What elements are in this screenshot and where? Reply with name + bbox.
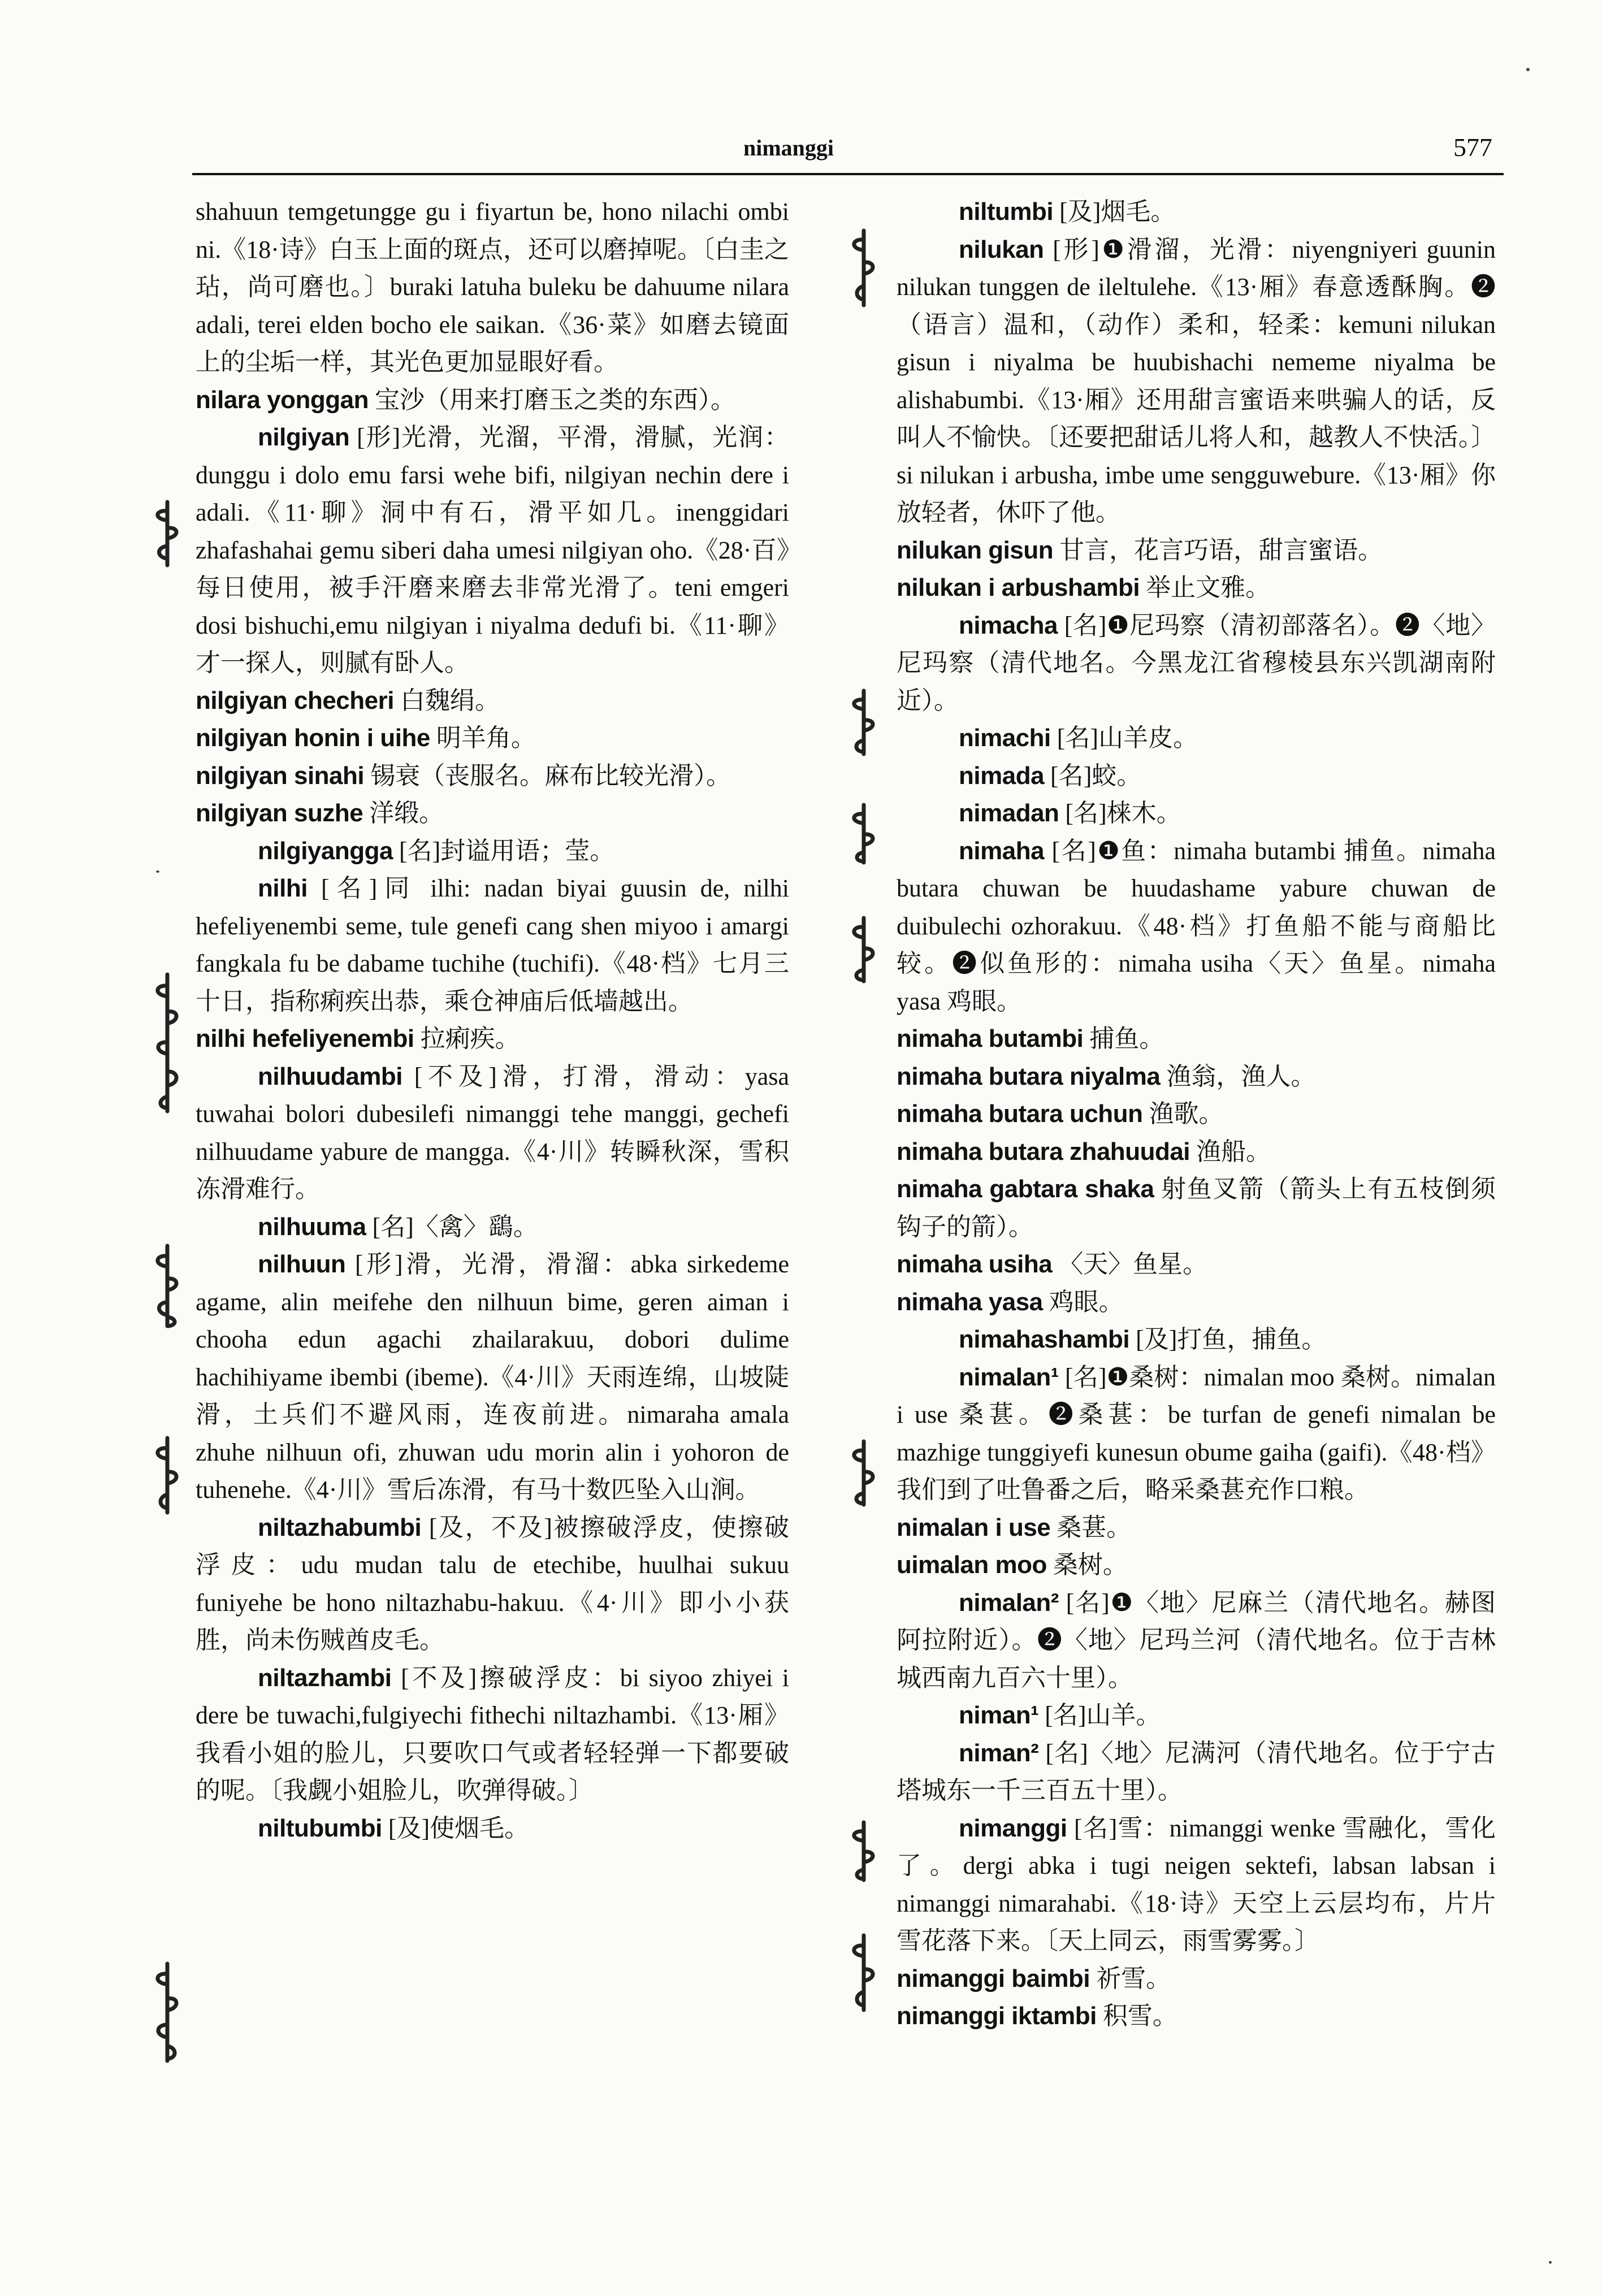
manchu-script-glyph (148, 972, 184, 1114)
dictionary-entry (897, 1697, 1496, 1735)
entry-definition: 渔歌。 (1149, 1100, 1224, 1128)
entry-headword: nilgiyan honin i uihe (196, 724, 430, 752)
dictionary-entry (897, 795, 1496, 833)
entry-headword: niltumbi (959, 198, 1054, 226)
entry-headword: nimada (959, 761, 1045, 790)
entry-definition: [名]封谥用语；莹。 (399, 837, 615, 865)
dictionary-entry (897, 1359, 1496, 1509)
dictionary-entry (897, 532, 1496, 570)
entry-definition: [名]〈地〉尼满河（清代地名。位于宁古塔城东一千三百五十里）。 (897, 1739, 1496, 1804)
entry-headword: nilgiyan sinahi (196, 761, 365, 790)
dictionary-entry (196, 833, 789, 870)
dictionary-entry (897, 1020, 1496, 1058)
entry-headword: nilhi hefeliyenembi (196, 1025, 414, 1052)
dictionary-entry (897, 193, 1496, 231)
header-rule (192, 173, 1504, 175)
entry-headword: uimalan moo (897, 1551, 1047, 1579)
entry-definition: [形]光滑，光溜，平滑，滑腻，光润：dunggu i dolo emu farsi wehe bifi, nilgiyan nechin dere i adali.《11·聊》洞中有石，滑平如几。inenggidari zhafashahai gemu siberi daha umesi nilgiyan oho.《28·百》每日使用，被手汗磨来磨去非常光滑了。teni emgeri dosi bishuchi,emu nilgiyan i niyalma dedufi bi.《11·聊》才一探人，则腻有卧人。 (196, 423, 789, 677)
dictionary-entry (897, 1810, 1496, 1960)
entry-headword: nimacha (959, 611, 1058, 639)
entry-headword: nimaha butara zhahuudai (897, 1137, 1190, 1166)
manchu-script-glyph (845, 916, 881, 984)
dictionary-entry (196, 1810, 789, 1848)
dictionary-entry (196, 1246, 789, 1509)
entry-definition: 宝沙（用来打磨玉之类的东西）。 (374, 385, 735, 414)
entry-definition: 桑葚。 (1057, 1513, 1132, 1541)
entry-definition: 〈天〉鱼星。 (1058, 1250, 1208, 1278)
dictionary-entry (897, 1246, 1496, 1284)
dictionary-entry (196, 757, 789, 795)
manchu-script-glyph (845, 803, 881, 865)
dictionary-entry (897, 1058, 1496, 1096)
entry-headword: nilgiyan suzhe (196, 799, 363, 827)
manchu-script-glyph (845, 1933, 881, 2012)
entry-definition: [及]烟毛。 (1059, 198, 1176, 226)
entry-headword: nimaha butambi (897, 1025, 1084, 1052)
entry-headword: nilukan i arbushambi (897, 574, 1140, 601)
entry-headword: nimachi (959, 724, 1051, 752)
entry-headword: nimaha (959, 837, 1045, 865)
manchu-script-glyph (845, 688, 881, 756)
entry-definition: 捕鱼。 (1089, 1025, 1164, 1052)
scan-speck (1549, 2261, 1552, 2264)
entry-definition: 鸡眼。 (1049, 1288, 1124, 1316)
entry-definition: [及，不及]被擦破浮皮，使擦破浮皮：udu mudan talu de etechibe, huulhai sukuu funiyehe be hono niltazhabu-hakuu.《4·川》即小小获胜，尚未伤贼酋皮毛。 (196, 1513, 789, 1654)
entry-definition: [名]同 ilhi: nadan biyai guusin de, nilhi hefeliyenembi seme, tule genefi cang shen miyoo i amargi fangkala fu be dabame tuchihe (tuchifi).《48·档》七月三十日，指称痢疾出恭，乘仓神庙后低墙越出。 (196, 874, 790, 1015)
left-column (196, 193, 789, 1847)
entry-definition: [名]雪：nimanggi wenke 雪融化，雪化了。dergi abka i tugi neigen sektefi, labsan labsan i nimanggi nimarahabi.《18·诗》天空上云层均布，片片雪花落下来。〔天上同云，雨雪雾雾。〕 (897, 1814, 1496, 1955)
entry-definition: 桑树。 (1053, 1551, 1128, 1579)
entry-headword: nimalan² (959, 1588, 1059, 1617)
dictionary-entry (196, 1660, 789, 1810)
entry-headword: nimalan i use (897, 1513, 1051, 1541)
dictionary-entry (196, 1020, 789, 1058)
entry-headword: nilgiyangga (258, 837, 393, 865)
entry-headword: nilukan gisun (897, 536, 1054, 564)
manchu-script-glyph (148, 1436, 184, 1515)
scan-speck (156, 870, 159, 873)
entry-definition: 甘言，花言巧语，甜言蜜语。 (1059, 536, 1383, 564)
dictionary-entry (897, 1960, 1496, 1998)
entry-definition: [及]打鱼，捕鱼。 (1136, 1325, 1327, 1353)
dictionary-entry (897, 231, 1496, 532)
dictionary-entry (897, 1735, 1496, 1810)
dictionary-entry (897, 757, 1496, 795)
entry-definition: [及]使烟毛。 (388, 1814, 530, 1842)
entry-definition: [名]蛟。 (1050, 761, 1142, 790)
entry-headword: niltubumbi (258, 1814, 382, 1842)
dictionary-entry (196, 1208, 789, 1246)
manchu-script-glyph (845, 1820, 881, 1882)
entry-headword: nilgiyan (258, 423, 350, 451)
entry-definition: [名]❶桑树：nimalan moo 桑树。nimalan i use 桑葚。❷桑葚：be turfan de genefi nimalan be mazhige tunggiyefi kunesun obume gaiha (gaifi).《48·档》我们到了吐鲁番之后，略采桑葚充作口粮。 (897, 1363, 1496, 1504)
manchu-script-glyph (148, 1244, 184, 1328)
entry-headword: nimaha gabtara shaka (897, 1175, 1154, 1203)
entry-definition: 祈雪。 (1096, 1964, 1171, 1992)
dictionary-entry (196, 419, 789, 682)
dictionary-entry (196, 720, 789, 757)
manchu-script-glyph (148, 500, 184, 567)
entry-headword: nimahashambi (959, 1325, 1130, 1353)
dictionary-entry (196, 795, 789, 833)
entry-definition: [名]山羊。 (1045, 1701, 1161, 1729)
dictionary-entry (196, 193, 789, 382)
entry-definition: shahuun temgetungge gu i fiyartun be, hono nilachi ombi ni.《18·诗》白玉上面的斑点，还可以磨掉呢。〔白圭之玷，尚可磨也。〕buraki latuha buleku be dahuume nilara adali, terei elden bocho ele saikan.《36·菜》如磨去镜面上的尘垢一样，其光色更加显眼好看。 (196, 198, 789, 376)
entry-definition: [形]❶滑溜，光滑：niyengniyeri guunin nilukan tunggen de ileltulehe.《13·厢》春意透酥胸。❷（语言）温和，（动作）柔和，轻柔：kemuni nilukan gisun i niyalma be huubishachi nememe niyalma be alishabumbi.《13·厢》还用甜言蜜语来哄骗人的话，反叫人不愉快。〔还要把甜话儿将人和，越教人不快活。〕si nilukan i arbusha, imbe ume sengguwebure.《13·厢》你放轻者，休吓了他。 (897, 235, 1496, 526)
dictionary-entry (897, 1284, 1496, 1322)
dictionary-entry (196, 1058, 789, 1208)
dictionary-entry (897, 1546, 1496, 1584)
entry-headword: nilhuuma (258, 1212, 366, 1241)
page-number: 577 (1453, 133, 1492, 162)
dictionary-entry (897, 720, 1496, 757)
running-headword: nimanggi (743, 135, 834, 161)
entry-headword: nilhuudambi (258, 1062, 403, 1090)
dictionary-entry (897, 1171, 1496, 1246)
entry-headword: nilara yonggan (196, 385, 369, 414)
entry-definition: [名]梾木。 (1065, 799, 1181, 827)
dictionary-entry (897, 607, 1496, 720)
entry-headword: niltazhambi (258, 1663, 392, 1692)
manchu-script-glyph (148, 1961, 184, 2063)
entry-definition: [不及]滑，打滑，滑动：yasa tuwahai bolori dubesilefi nimanggi tehe manggi, gechefi nilhuudame yabure de mangga.《4·川》转瞬秋深，雪积冻滑难行。 (196, 1062, 789, 1203)
entry-definition: 明羊角。 (436, 724, 536, 752)
entry-headword: nimalan¹ (959, 1363, 1059, 1391)
entry-definition: [名]❶尼玛察（清初部落名）。❷〈地〉尼玛察（清代地名。今黑龙江省穆棱县东兴凯湖南附近）。 (897, 611, 1496, 714)
entry-headword: nimadan (959, 799, 1059, 827)
entry-definition: [名]山羊皮。 (1057, 724, 1198, 752)
entry-headword: nilukan (959, 235, 1044, 263)
dictionary-entry (897, 1998, 1496, 2035)
entry-definition: 渔船。 (1196, 1137, 1271, 1166)
manchu-script-glyph (845, 1439, 881, 1507)
dictionary-entry (897, 1584, 1496, 1697)
dictionary-entry (897, 833, 1496, 1021)
entry-headword: niltazhabumbi (258, 1513, 422, 1541)
entry-headword: niman² (959, 1739, 1039, 1767)
dictionary-entry (897, 569, 1496, 607)
entry-definition: 渔翁，渔人。 (1166, 1062, 1316, 1090)
entry-definition: [名]〈禽〉鷂。 (372, 1212, 538, 1241)
dictionary-entry (897, 1095, 1496, 1133)
entry-headword: nilhuun (258, 1250, 346, 1278)
right-column (897, 193, 1496, 2035)
dictionary-entry (196, 870, 789, 1020)
entry-headword: nimanggi (959, 1814, 1067, 1842)
entry-definition: [名]❶〈地〉尼麻兰（清代地名。赫图阿拉附近）。❷〈地〉尼玛兰河（清代地名。位于吉林城西南九百六十里）。 (897, 1588, 1496, 1692)
entry-headword: nimaha usiha (897, 1250, 1053, 1278)
entry-headword: nilhi (258, 874, 308, 902)
entry-headword: niman¹ (959, 1701, 1039, 1729)
dictionary-entry (196, 682, 789, 720)
entry-definition: 洋缎。 (369, 799, 444, 827)
entry-headword: nimanggi iktambi (897, 2002, 1097, 2030)
manchu-script-glyph (845, 228, 881, 307)
entry-headword: nimaha butara niyalma (897, 1062, 1161, 1090)
dictionary-entry (897, 1133, 1496, 1171)
entry-definition: 锡衰（丧服名。麻布比较光滑）。 (370, 761, 731, 790)
entry-definition: [形]滑，光滑，滑溜：abka sirkedeme agame, alin meifehe den nilhuun bime, geren aiman i chooha edun agachi zhailarakuu, dobori dulime hachihiyame ibembi (ibeme).《4·川》天雨连绵，山坡陡滑，土兵们不避风雨，连夜前进。nimaraha amala zhuhe nilhuun ofi, zhuwan udu morin alin i yohoron de tuhenehe.《4·川》雪后冻滑，有马十数匹坠入山涧。 (196, 1250, 789, 1504)
dictionary-entry (196, 1509, 789, 1660)
entry-definition: 举止文雅。 (1146, 574, 1271, 601)
entry-definition: [名]❶鱼：nimaha butambi 捕鱼。nimaha butara chuwan be huudashame yabure chuwan de duibulechi ozhorakuu.《48·档》打鱼船不能与商船比较。❷似鱼形的：nimaha usiha〈天〉鱼星。nimaha yasa 鸡眼。 (897, 837, 1496, 1015)
entry-headword: nilgiyan checheri (196, 686, 394, 714)
dictionary-entry (897, 1321, 1496, 1359)
entry-headword: nimaha yasa (897, 1288, 1043, 1316)
entry-definition: [不及]擦破浮皮：bi siyoo zhiyei i dere be tuwachi,fulgiyechi fithechi niltazhambi.《13·厢》我看小姐的脸儿，只要吹口气或者轻轻弹一下都要破的呢。〔我觑小姐脸儿，吹弹得破。〕 (196, 1663, 790, 1804)
dictionary-entry (897, 1509, 1496, 1547)
entry-definition: 积雪。 (1102, 2002, 1177, 2030)
dictionary-entry (196, 382, 789, 419)
entry-definition: 白魏绢。 (400, 686, 500, 714)
entry-headword: nimanggi baimbi (897, 1964, 1090, 1992)
entry-definition: 拉痢疾。 (420, 1025, 520, 1052)
entry-definition: 射鱼叉箭（箭头上有五枝倒须钩子的箭）。 (897, 1175, 1496, 1241)
entry-headword: nimaha butara uchun (897, 1100, 1143, 1128)
scan-speck (1526, 68, 1530, 71)
running-header (192, 129, 1504, 174)
